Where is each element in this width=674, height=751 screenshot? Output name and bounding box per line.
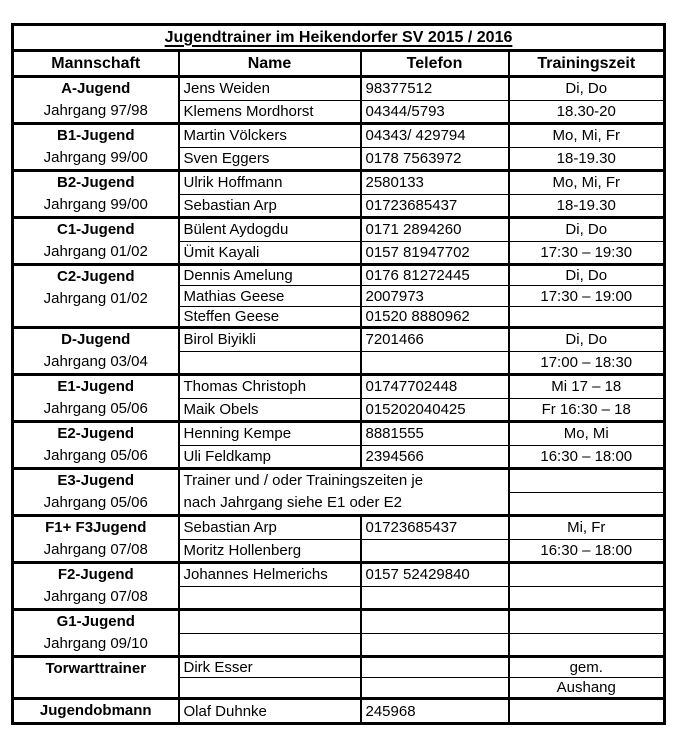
trainer-name-cell: Uli Feldkamp — [179, 445, 361, 469]
trainer-name-cell: Johannes Helmerichs — [179, 563, 361, 587]
trainer-name-cell: Moritz Hollenberg — [179, 539, 361, 563]
trainer-name-cell: Ümit Kayali — [179, 241, 361, 265]
team-name-label: B1-Jugend — [56, 127, 135, 144]
trainer-name-cell: Jens Weiden — [179, 77, 361, 101]
table-row — [13, 469, 665, 493]
col-header-name: Name — [179, 51, 361, 77]
trainingszeit-cell: 17:30 – 19:00 — [509, 286, 665, 307]
jahrgang-label: Jahrgang 99/00 — [43, 196, 148, 213]
trainer-name-cell — [179, 678, 361, 699]
trainer-name-cell: Maik Obels — [179, 398, 361, 422]
telefon-cell: 8881555 — [361, 422, 509, 446]
trainingszeit-cell: Mi, Fr — [509, 516, 665, 540]
team-name-label: B2-Jugend — [56, 174, 135, 191]
table-row — [13, 516, 665, 540]
telefon-cell: 01723685437 — [361, 194, 509, 218]
table-row — [13, 422, 665, 446]
column-header-row — [13, 51, 665, 77]
team-name-label: F2-Jugend — [57, 566, 134, 583]
table-row — [13, 657, 665, 678]
page-title: Jugendtrainer im Heikendorfer SV 2015 / 2016 — [164, 28, 513, 46]
trainingszeit-cell: Fr 16:30 – 18 — [509, 398, 665, 422]
trainingszeit-cell: 18.30-20 — [509, 100, 665, 124]
trainingszeit-cell: gem. — [509, 657, 665, 678]
jahrgang-label: Jahrgang 05/06 — [43, 494, 148, 511]
table-title-cell — [13, 25, 665, 51]
trainingszeit-cell: Di, Do — [509, 77, 665, 101]
team-name-label: C2-Jugend — [56, 268, 135, 285]
trainer-name-cell: Sven Eggers — [179, 147, 361, 171]
mannschaft-cell — [13, 124, 179, 171]
table-row — [13, 328, 665, 352]
mannschaft-cell — [13, 469, 179, 516]
trainer-name-cell: Olaf Duhnke — [179, 699, 361, 724]
table-body — [13, 77, 665, 724]
telefon-cell: 01747702448 — [361, 375, 509, 399]
trainer-name-cell: Sebastian Arp — [179, 516, 361, 540]
trainingszeit-cell — [509, 469, 665, 493]
trainingszeit-cell: Mo, Mi, Fr — [509, 124, 665, 148]
trainingszeit-cell: 17:00 – 18:30 — [509, 351, 665, 375]
trainer-name-cell: Mathias Geese — [179, 286, 361, 307]
trainingszeit-cell: Mi 17 – 18 — [509, 375, 665, 399]
trainingszeit-cell: 18-19.30 — [509, 194, 665, 218]
mannschaft-cell — [13, 422, 179, 469]
trainer-name-cell: Thomas Christoph — [179, 375, 361, 399]
trainer-name-cell: Klemens Mordhorst — [179, 100, 361, 124]
note-cell — [179, 469, 509, 516]
trainingszeit-cell — [509, 633, 665, 657]
table-row — [13, 171, 665, 195]
team-name-label: E2-Jugend — [57, 425, 135, 442]
mannschaft-cell — [13, 516, 179, 563]
table-row — [13, 124, 665, 148]
trainingszeit-cell: Di, Do — [509, 265, 665, 286]
trainingszeit-cell — [509, 699, 665, 724]
jahrgang-label: Jahrgang 01/02 — [43, 290, 148, 307]
telefon-cell: 015202040425 — [361, 398, 509, 422]
telefon-cell — [361, 586, 509, 610]
jahrgang-label: Jahrgang 05/06 — [43, 447, 148, 464]
col-header-mannschaft: Mannschaft — [13, 51, 179, 77]
trainingszeit-cell — [509, 307, 665, 328]
trainingszeit-cell — [509, 610, 665, 634]
telefon-cell: 0176 81272445 — [361, 265, 509, 286]
trainer-name-cell: Martin Völckers — [179, 124, 361, 148]
trainer-name-cell: Bülent Aydogdu — [179, 218, 361, 242]
title-row — [13, 25, 665, 51]
telefon-cell: 04343/ 429794 — [361, 124, 509, 148]
col-header-telefon: Telefon — [361, 51, 509, 77]
table-row — [13, 610, 665, 634]
trainingszeit-cell: Mo, Mi, Fr — [509, 171, 665, 195]
col-header-trainingszeit: Trainingszeit — [509, 51, 665, 77]
team-name-label: E3-Jugend — [57, 472, 135, 489]
trainingszeit-cell: 17:30 – 19:30 — [509, 241, 665, 265]
trainer-name-cell: Sebastian Arp — [179, 194, 361, 218]
team-name-label: G1-Jugend — [56, 613, 135, 630]
telefon-cell: 7201466 — [361, 328, 509, 352]
telefon-cell — [361, 351, 509, 375]
jahrgang-label: Jahrgang 03/04 — [43, 353, 148, 370]
jugendtrainer-table — [11, 23, 666, 725]
table-row — [13, 265, 665, 286]
jahrgang-label: Jahrgang 09/10 — [43, 635, 148, 652]
jahrgang-label: Jahrgang 07/08 — [43, 541, 148, 558]
team-name-label: E1-Jugend — [57, 378, 135, 395]
telefon-cell: 98377512 — [361, 77, 509, 101]
table-row — [13, 563, 665, 587]
trainer-name-cell: Henning Kempe — [179, 422, 361, 446]
mannschaft-cell — [13, 610, 179, 657]
trainer-name-cell: Dennis Amelung — [179, 265, 361, 286]
telefon-cell: 0171 2894260 — [361, 218, 509, 242]
table-row — [13, 375, 665, 399]
trainingszeit-cell — [509, 492, 665, 516]
telefon-cell: 0157 81947702 — [361, 241, 509, 265]
trainer-name-cell: Steffen Geese — [179, 307, 361, 328]
telefon-cell — [361, 657, 509, 678]
mannschaft-cell — [13, 265, 179, 328]
telefon-cell: 2007973 — [361, 286, 509, 307]
jahrgang-label: Jahrgang 97/98 — [43, 102, 148, 119]
trainer-name-cell — [179, 351, 361, 375]
team-name-label: C1-Jugend — [56, 221, 135, 238]
telefon-cell — [361, 610, 509, 634]
note-line: nach Jahrgang siehe E1 oder E2 — [183, 494, 402, 511]
jahrgang-label: Jahrgang 05/06 — [43, 400, 148, 417]
trainer-name-cell: Ulrik Hoffmann — [179, 171, 361, 195]
team-name-label: Jugendobmann — [39, 702, 152, 719]
trainer-name-cell — [179, 633, 361, 657]
telefon-cell — [361, 539, 509, 563]
trainingszeit-cell: Di, Do — [509, 328, 665, 352]
telefon-cell — [361, 678, 509, 699]
note-line: Trainer und / oder Trainingszeiten je — [183, 472, 424, 489]
trainer-name-cell — [179, 586, 361, 610]
telefon-cell: 01520 8880962 — [361, 307, 509, 328]
mannschaft-cell — [13, 699, 179, 724]
table-row — [13, 699, 665, 724]
telefon-cell: 2580133 — [361, 171, 509, 195]
jahrgang-label: Jahrgang 07/08 — [43, 588, 148, 605]
telefon-cell: 0178 7563972 — [361, 147, 509, 171]
trainer-name-cell: Dirk Esser — [179, 657, 361, 678]
team-name-label: D-Jugend — [61, 331, 131, 348]
telefon-cell: 0157 52429840 — [361, 563, 509, 587]
trainingszeit-cell — [509, 563, 665, 587]
trainingszeit-cell: 16:30 – 18:00 — [509, 539, 665, 563]
jahrgang-label: Jahrgang 99/00 — [43, 149, 148, 166]
trainingszeit-cell: Mo, Mi — [509, 422, 665, 446]
table-row — [13, 77, 665, 101]
trainingszeit-cell: 16:30 – 18:00 — [509, 445, 665, 469]
mannschaft-cell — [13, 563, 179, 610]
mannschaft-cell — [13, 328, 179, 375]
table-row — [13, 218, 665, 242]
team-name-label: Torwarttrainer — [45, 660, 147, 677]
mannschaft-cell — [13, 218, 179, 265]
trainer-name-cell — [179, 610, 361, 634]
trainingszeit-cell: Aushang — [509, 678, 665, 699]
trainer-name-cell: Birol Biyikli — [179, 328, 361, 352]
telefon-cell: 04344/5793 — [361, 100, 509, 124]
telefon-cell — [361, 633, 509, 657]
jahrgang-label: Jahrgang 01/02 — [43, 243, 148, 260]
mannschaft-cell — [13, 375, 179, 422]
mannschaft-cell — [13, 657, 179, 699]
trainingszeit-cell: 18-19.30 — [509, 147, 665, 171]
telefon-cell: 245968 — [361, 699, 509, 724]
team-name-label: F1+ F3Jugend — [45, 519, 147, 536]
team-name-label: A-Jugend — [61, 80, 131, 97]
telefon-cell: 01723685437 — [361, 516, 509, 540]
trainingszeit-cell: Di, Do — [509, 218, 665, 242]
telefon-cell: 2394566 — [361, 445, 509, 469]
mannschaft-cell — [13, 77, 179, 124]
trainingszeit-cell — [509, 586, 665, 610]
mannschaft-cell — [13, 171, 179, 218]
